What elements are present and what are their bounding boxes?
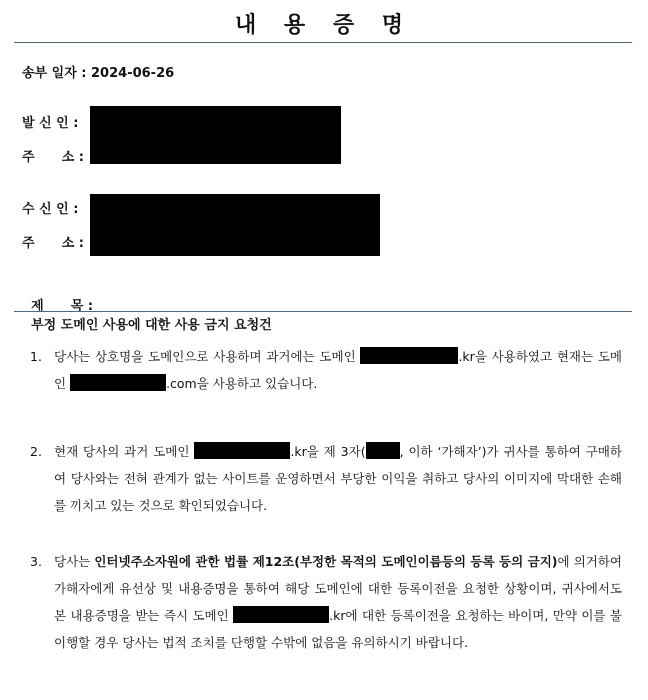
p1-text-b: .kr을 사용하였고 현재는 도메인 [54,349,622,391]
send-date-row [22,62,174,81]
header-divider [14,311,632,312]
sender-address-label: 주 소 : [22,150,84,165]
paragraph-3-number: 3. [30,554,42,569]
paragraph-2-number: 2. [30,444,42,459]
p3-law-reference: 인터넷주소자원에 관한 법률 제12조(부정한 목적의 도메인이름등의 등록 등의 금지) [94,554,558,569]
recipient-name-label: 수 신 인 : [22,202,79,217]
p2-redacted-third-party [366,442,400,459]
p2-text-a: 현재 당사의 과거 도메인 [54,444,195,459]
sender-name-label: 발 신 인 : [22,116,79,131]
paragraph-1-number: 1. [30,349,42,364]
p3-text-a: 당사는 [54,554,95,569]
subject-row [22,280,272,333]
send-date-value: 2024-06-26 [91,66,175,81]
paragraph-3 [30,548,622,656]
paragraph-2 [30,438,622,519]
p1-redacted-domain-current [70,374,166,391]
p1-text-c: .com을 사용하고 있습니다. [166,376,318,391]
subject-label: 제 목 : [31,299,94,314]
p3-text-b: 에 의거하여 가해자에게 유선상 및 내용증명을 통하여 해당 도메인에 대한 등록이전을 요청한 상황이며, 귀사에서도 본 내용증명을 받는 즉시 도메인 [54,554,622,623]
send-date-label: 송부 일자 : [22,66,87,81]
subject-value: 부정 도메인 사용에 대한 사용 금지 요청건 [31,318,272,333]
paragraph-1 [30,343,622,397]
p2-redacted-domain [194,442,290,459]
p3-redacted-domain [233,606,329,623]
p1-text-a: 당사는 상호명을 도메인으로 사용하며 과거에는 도메인 [54,349,361,364]
p2-text-c: , 이하 ‘가해자’)가 귀사를 통하여 구매하여 당사와는 전혀 관계가 없는 사이트를 운영하면서 부당한 이익을 취하고 당사의 이미지에 막대한 손해를 끼치고 있는 것으로 확인되었습니다. [54,444,622,513]
recipient-redaction [90,194,380,256]
document-title: 내 용 증 명 [235,13,413,38]
sender-redaction [90,106,341,164]
p1-redacted-domain-old [360,347,458,364]
recipient-address-label: 주 소 : [22,236,84,251]
p2-text-b: .kr을 제 3자( [290,444,366,459]
top-divider [14,42,632,43]
p3-text-c: .kr에 대한 등록이전을 요청하는 바이며, 만약 이를 불이행할 경우 당사는 법적 조치를 단행할 수밖에 없음을 유의하시기 바랍니다. [54,608,622,650]
